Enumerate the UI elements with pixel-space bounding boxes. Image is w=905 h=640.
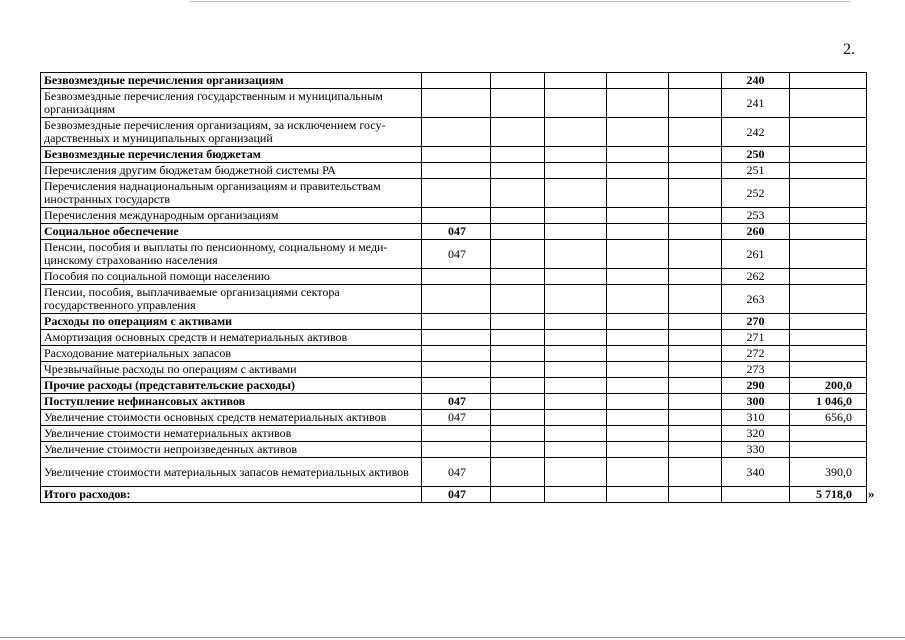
row-code: 253 <box>722 208 790 224</box>
row-name: Увеличение стоимости непроизведенных активов <box>41 442 422 458</box>
row-empty-col5 <box>669 208 722 224</box>
row-name: Пособия по социальной помощи населению <box>41 269 422 285</box>
row-name: Безвозмездные перечисления бюджетам <box>41 147 422 163</box>
row-name: Поступление нефинансовых активов <box>41 394 422 410</box>
row-col1 <box>422 118 491 147</box>
row-amount <box>790 163 867 179</box>
row-empty-col2 <box>491 240 545 269</box>
row-col1 <box>422 314 491 330</box>
row-empty-col4 <box>607 208 669 224</box>
row-empty-col3 <box>545 458 607 487</box>
row-code: 272 <box>722 346 790 362</box>
row-col1 <box>422 346 491 362</box>
row-empty-col4 <box>607 458 669 487</box>
top-rule <box>190 1 850 2</box>
row-code: 330 <box>722 442 790 458</box>
row-empty-col2 <box>491 224 545 240</box>
table-row <box>41 330 867 346</box>
row-amount: 390,0 <box>790 458 867 487</box>
row-empty-col3 <box>545 147 607 163</box>
row-amount <box>790 147 867 163</box>
row-empty-col2 <box>491 208 545 224</box>
row-amount: 1 046,0 <box>790 394 867 410</box>
row-empty-col4 <box>607 426 669 442</box>
row-empty-col3 <box>545 442 607 458</box>
row-name: Итого расходов: <box>41 487 422 503</box>
row-empty-col2 <box>491 73 545 89</box>
row-empty-col3 <box>545 394 607 410</box>
row-empty-col3 <box>545 73 607 89</box>
row-empty-col3 <box>545 208 607 224</box>
table-row <box>41 458 867 487</box>
table-row <box>41 147 867 163</box>
table-row <box>41 378 867 394</box>
row-empty-col3 <box>545 378 607 394</box>
table-row <box>41 224 867 240</box>
row-col1 <box>422 89 491 118</box>
row-empty-col3 <box>545 269 607 285</box>
row-name: Прочие расходы (представительские расходы) <box>41 378 422 394</box>
row-col1 <box>422 179 491 208</box>
row-name: Безвозмездные перечисления организациям, за исключением госу-дарственных и муниципальных организаций <box>41 118 422 147</box>
row-empty-col2 <box>491 89 545 118</box>
row-empty-col2 <box>491 285 545 314</box>
row-col1 <box>422 163 491 179</box>
row-empty-col2 <box>491 458 545 487</box>
row-code: 242 <box>722 118 790 147</box>
bottom-rule <box>0 637 905 638</box>
row-col1 <box>422 330 491 346</box>
row-code: 320 <box>722 426 790 442</box>
table-row <box>41 179 867 208</box>
row-amount <box>790 426 867 442</box>
row-code: 241 <box>722 89 790 118</box>
row-amount <box>790 240 867 269</box>
row-col1: 047 <box>422 487 491 503</box>
row-name: Пенсии, пособия и выплаты по пенсионному, социальному и меди-цинскому страхованию населения <box>41 240 422 269</box>
row-empty-col4 <box>607 269 669 285</box>
row-col1 <box>422 426 491 442</box>
row-empty-col2 <box>491 487 545 503</box>
row-empty-col5 <box>669 118 722 147</box>
row-col1: 047 <box>422 410 491 426</box>
table-row <box>41 208 867 224</box>
row-amount <box>790 179 867 208</box>
table-row <box>41 73 867 89</box>
row-empty-col4 <box>607 240 669 269</box>
row-empty-col2 <box>491 362 545 378</box>
table-row <box>41 410 867 426</box>
row-empty-col2 <box>491 330 545 346</box>
row-empty-col3 <box>545 179 607 208</box>
row-empty-col2 <box>491 442 545 458</box>
row-code: 240 <box>722 73 790 89</box>
row-empty-col5 <box>669 89 722 118</box>
row-col1 <box>422 147 491 163</box>
row-empty-col4 <box>607 410 669 426</box>
table-row <box>41 89 867 118</box>
row-code: 340 <box>722 458 790 487</box>
row-empty-col5 <box>669 442 722 458</box>
row-col1: 047 <box>422 394 491 410</box>
row-name: Амортизация основных средств и нематериальных активов <box>41 330 422 346</box>
row-empty-col5 <box>669 147 722 163</box>
row-empty-col5 <box>669 426 722 442</box>
row-code: 262 <box>722 269 790 285</box>
row-code: 263 <box>722 285 790 314</box>
row-empty-col3 <box>545 163 607 179</box>
row-empty-col4 <box>607 285 669 314</box>
row-code: 310 <box>722 410 790 426</box>
row-col1: 047 <box>422 224 491 240</box>
row-empty-col3 <box>545 346 607 362</box>
row-empty-col2 <box>491 426 545 442</box>
row-name: Расходование материальных запасов <box>41 346 422 362</box>
row-empty-col4 <box>607 346 669 362</box>
row-empty-col5 <box>669 410 722 426</box>
row-empty-col5 <box>669 240 722 269</box>
row-empty-col4 <box>607 394 669 410</box>
page-number: 2. <box>843 41 855 58</box>
row-empty-col2 <box>491 314 545 330</box>
expense-table <box>40 72 867 503</box>
row-empty-col4 <box>607 330 669 346</box>
row-name: Перечисления наднациональным организациям и правительствам иностранных государств <box>41 179 422 208</box>
row-code: 270 <box>722 314 790 330</box>
row-code: 273 <box>722 362 790 378</box>
row-empty-col4 <box>607 442 669 458</box>
row-empty-col5 <box>669 362 722 378</box>
row-empty-col5 <box>669 163 722 179</box>
table-row <box>41 426 867 442</box>
row-code: 290 <box>722 378 790 394</box>
row-empty-col4 <box>607 163 669 179</box>
row-empty-col5 <box>669 269 722 285</box>
row-empty-col5 <box>669 73 722 89</box>
row-empty-col4 <box>607 73 669 89</box>
row-code: 300 <box>722 394 790 410</box>
row-empty-col3 <box>545 410 607 426</box>
table-row <box>41 394 867 410</box>
row-empty-col2 <box>491 269 545 285</box>
row-amount <box>790 224 867 240</box>
row-code: 250 <box>722 147 790 163</box>
row-empty-col3 <box>545 314 607 330</box>
row-name: Пенсии, пособия, выплачиваемые организациями сектора государственного управления <box>41 285 422 314</box>
closing-quote-mark: » <box>868 486 875 501</box>
row-empty-col5 <box>669 487 722 503</box>
row-empty-col3 <box>545 330 607 346</box>
table-row <box>41 362 867 378</box>
row-empty-col2 <box>491 179 545 208</box>
row-amount <box>790 285 867 314</box>
row-col1 <box>422 269 491 285</box>
row-code: 261 <box>722 240 790 269</box>
row-amount: 5 718,0 <box>790 487 867 503</box>
row-code: 271 <box>722 330 790 346</box>
row-empty-col2 <box>491 163 545 179</box>
row-name: Перечисления другим бюджетам бюджетной системы РА <box>41 163 422 179</box>
row-col1 <box>422 378 491 394</box>
row-amount <box>790 89 867 118</box>
row-empty-col4 <box>607 224 669 240</box>
row-name: Увеличение стоимости основных средств нематериальных активов <box>41 410 422 426</box>
row-empty-col5 <box>669 224 722 240</box>
row-empty-col4 <box>607 179 669 208</box>
table-row <box>41 314 867 330</box>
row-empty-col2 <box>491 147 545 163</box>
row-code: 252 <box>722 179 790 208</box>
row-empty-col3 <box>545 487 607 503</box>
row-code: 260 <box>722 224 790 240</box>
row-empty-col4 <box>607 147 669 163</box>
row-amount <box>790 73 867 89</box>
row-empty-col4 <box>607 118 669 147</box>
row-empty-col2 <box>491 378 545 394</box>
row-code: 251 <box>722 163 790 179</box>
row-empty-col4 <box>607 362 669 378</box>
row-name: Социальное обеспечение <box>41 224 422 240</box>
table-row <box>41 240 867 269</box>
row-empty-col2 <box>491 410 545 426</box>
table-row <box>41 269 867 285</box>
row-amount <box>790 442 867 458</box>
row-name: Увеличение стоимости нематериальных активов <box>41 426 422 442</box>
row-empty-col5 <box>669 346 722 362</box>
row-name: Увеличение стоимости материальных запасов нематериальных активов <box>41 458 422 487</box>
row-amount <box>790 346 867 362</box>
row-empty-col4 <box>607 314 669 330</box>
row-name: Безвозмездные перечисления государственным и муниципальным организациям <box>41 89 422 118</box>
row-name: Расходы по операциям с активами <box>41 314 422 330</box>
row-empty-col3 <box>545 240 607 269</box>
table-row <box>41 487 867 503</box>
row-empty-col3 <box>545 285 607 314</box>
row-empty-col3 <box>545 362 607 378</box>
row-name: Безвозмездные перечисления организациям <box>41 73 422 89</box>
row-empty-col3 <box>545 426 607 442</box>
row-name: Перечисления международным организациям <box>41 208 422 224</box>
row-col1: 047 <box>422 458 491 487</box>
row-code <box>722 487 790 503</box>
row-empty-col4 <box>607 487 669 503</box>
row-empty-col2 <box>491 118 545 147</box>
table-row <box>41 346 867 362</box>
row-empty-col5 <box>669 314 722 330</box>
row-name: Чрезвычайные расходы по операциям с активами <box>41 362 422 378</box>
row-empty-col2 <box>491 346 545 362</box>
row-empty-col5 <box>669 378 722 394</box>
row-col1 <box>422 285 491 314</box>
row-empty-col5 <box>669 330 722 346</box>
row-empty-col3 <box>545 224 607 240</box>
row-amount: 656,0 <box>790 410 867 426</box>
row-col1 <box>422 208 491 224</box>
row-empty-col5 <box>669 179 722 208</box>
row-col1 <box>422 362 491 378</box>
table-row <box>41 163 867 179</box>
row-amount <box>790 269 867 285</box>
table-row <box>41 442 867 458</box>
row-amount <box>790 330 867 346</box>
row-empty-col5 <box>669 285 722 314</box>
row-empty-col2 <box>491 394 545 410</box>
row-empty-col3 <box>545 89 607 118</box>
row-amount <box>790 314 867 330</box>
row-amount <box>790 362 867 378</box>
table-row <box>41 118 867 147</box>
row-col1 <box>422 73 491 89</box>
row-amount <box>790 118 867 147</box>
row-empty-col4 <box>607 378 669 394</box>
table-row <box>41 285 867 314</box>
row-amount: 200,0 <box>790 378 867 394</box>
row-empty-col5 <box>669 394 722 410</box>
row-amount <box>790 208 867 224</box>
row-empty-col4 <box>607 89 669 118</box>
row-col1 <box>422 442 491 458</box>
row-empty-col5 <box>669 458 722 487</box>
row-empty-col3 <box>545 118 607 147</box>
row-col1: 047 <box>422 240 491 269</box>
